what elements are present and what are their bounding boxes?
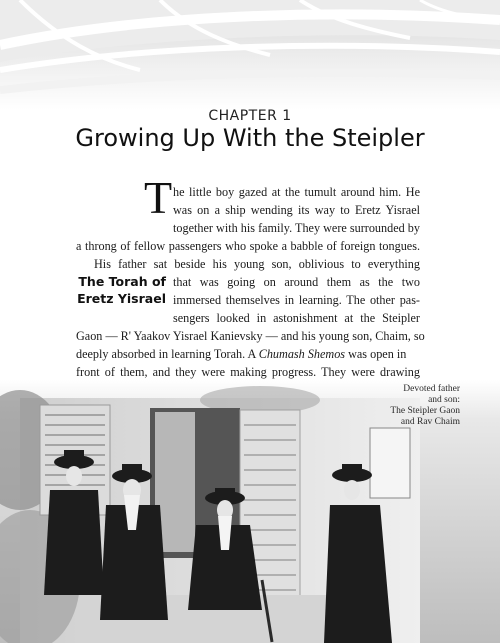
body-line: front of them, and they were making progress. They were drawing <box>76 365 420 379</box>
body-line <box>76 345 420 363</box>
book-title-italic: Chumash Shemos <box>258 347 346 361</box>
caption-line: The Steipler Gaon <box>390 406 460 416</box>
body-line: a throng of fellow passengers who spoke a babble of foreign tongues. <box>76 239 420 253</box>
chapter-label: CHAPTER 1 <box>208 108 292 124</box>
body-line: that was going on around them as the two <box>173 275 420 289</box>
header-decoration <box>0 0 500 110</box>
body-line-part: deeply absorbed in learning Torah. A <box>76 347 259 361</box>
side-heading-line: The Torah of <box>78 274 166 289</box>
caption-line: Devoted father <box>403 384 460 394</box>
side-heading-line: Eretz Yisrael <box>77 291 166 306</box>
body-line: was on a ship wending its way to Eretz Yisrael <box>173 203 420 217</box>
body-line: Gaon — R' Yaakov Yisrael Kanievsky — and his young son, Chaim, so <box>76 329 425 343</box>
photo-caption <box>340 384 460 428</box>
chapter-title: Growing Up With the Steipler <box>75 124 425 152</box>
caption-line: and son: <box>428 395 460 405</box>
body-line: sengers looked in astonishment at the Steipler <box>173 311 420 325</box>
body-line-part: was open in <box>345 347 407 361</box>
caption-line: and Rav Chaim <box>400 417 460 427</box>
body-line: together with his family. They were surrounded by <box>173 221 420 235</box>
drop-cap: T <box>144 172 173 223</box>
body-line: he little boy gazed at the tumult around him. He <box>173 185 420 199</box>
body-line: His father sat beside his young son, oblivious to everything <box>94 257 420 271</box>
body-text <box>76 183 425 399</box>
body-line: immersed themselves in learning. The other pas- <box>173 293 420 307</box>
